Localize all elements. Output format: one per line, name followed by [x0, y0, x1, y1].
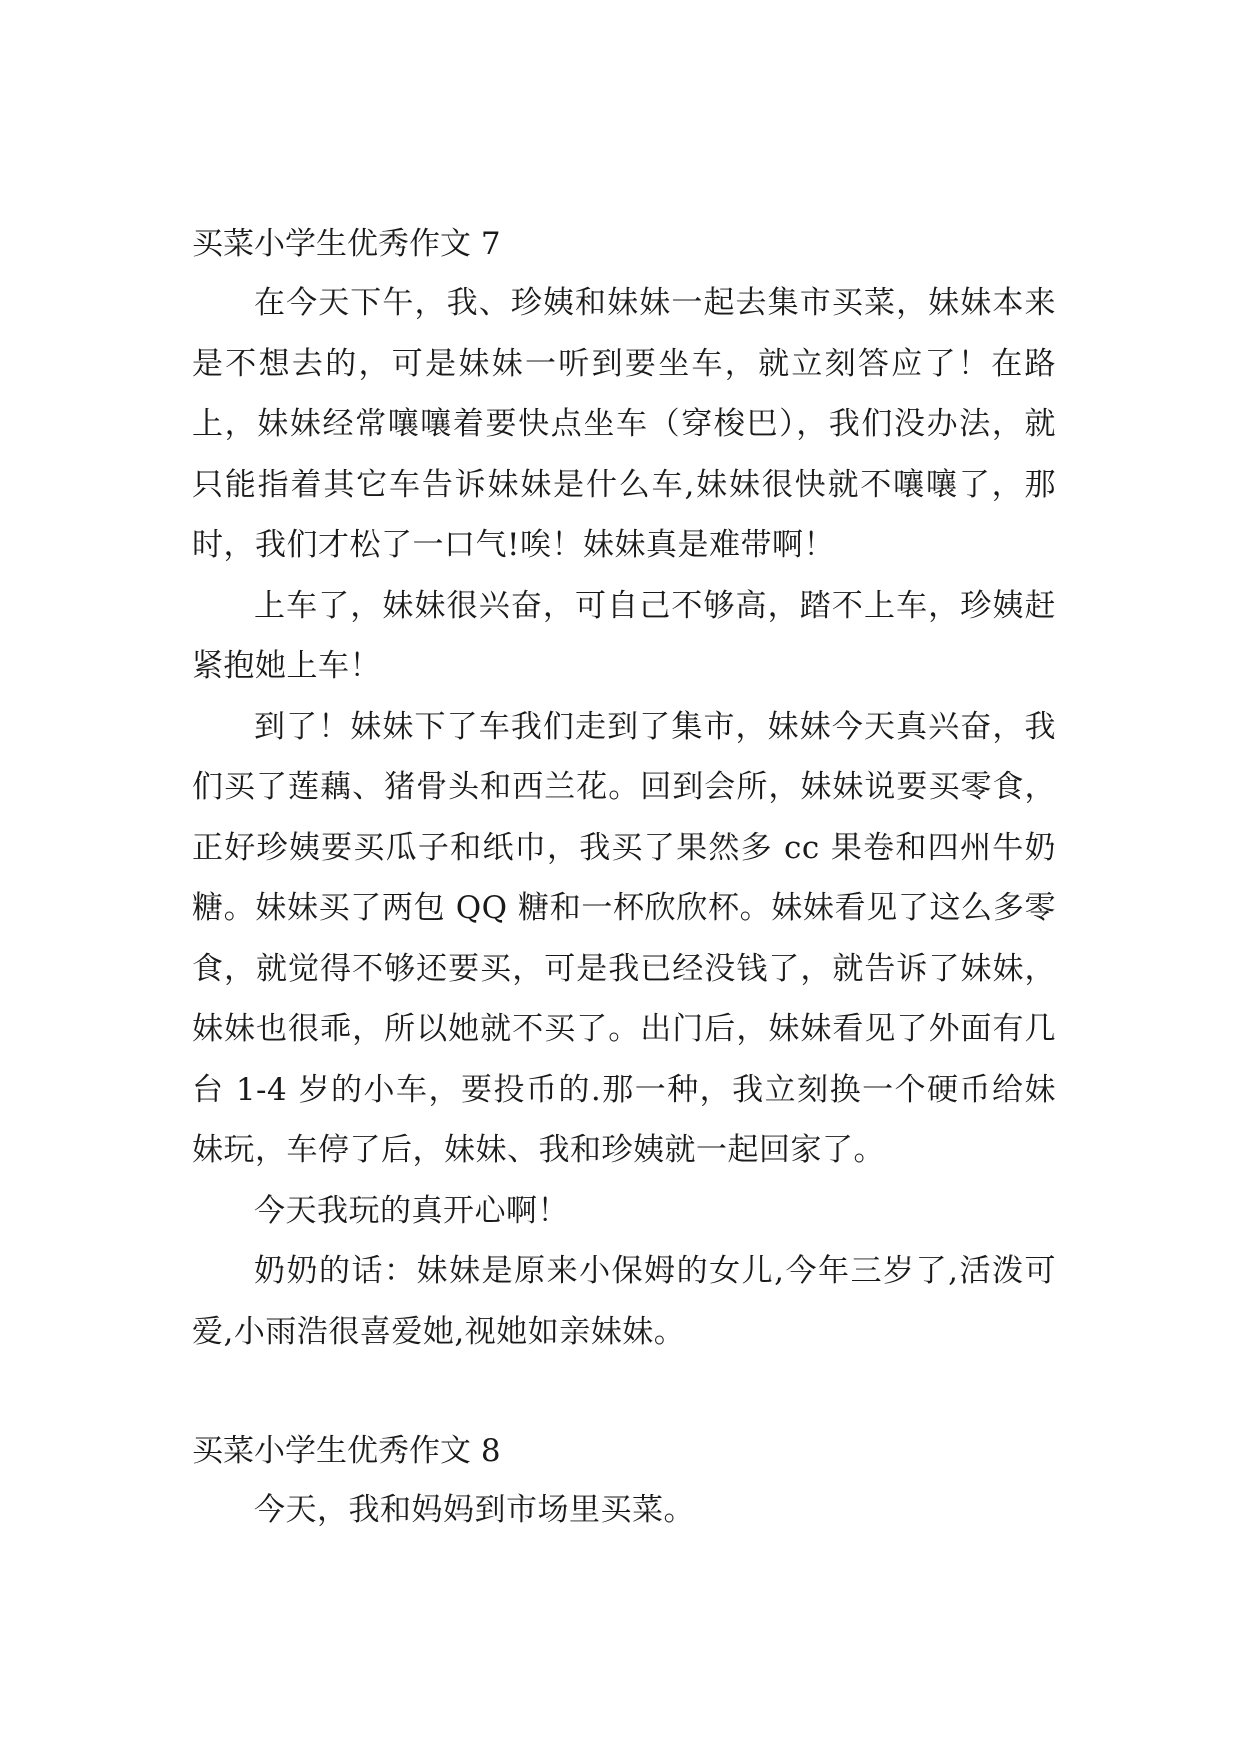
- section-title: 买菜小学生优秀作文 8: [192, 1433, 501, 1469]
- paragraph: 奶奶的话：妹妹是原来小保姆的女儿,今年三岁了,活泼可爱,小雨浩很喜爱她,视她如亲妹妹。: [192, 1253, 1056, 1350]
- paragraph: 到了！妹妹下了车我们走到了集市，妹妹今天真兴奋，我们买了莲藕、猪骨头和西兰花。回到会所，妹妹说要买零食，正好珍姨要买瓜子和纸巾，我买了果然多 cc 果卷和四州牛奶糖。妹妹买了两包 QQ 糖和一杯欣欣杯。妹妹看见了这么多零食，就觉得不够还要买，可是我已经没钱了，就告诉了妹妹，妹妹也很乖，所以她就不买了。出门后，妹妹看见了外面有几台 1-4 岁的小车，要投币的.那一种，我立刻换一个硬币给妹妹玩，车停了后，妹妹、我和珍姨就一起回家了。: [192, 708, 1056, 1168]
- document-page: [192, 215, 1056, 1541]
- paragraph: 在今天下午，我、珍姨和妹妹一起去集市买菜，妹妹本来是不想去的，可是妹妹一听到要坐车，就立刻答应了！在路上，妹妹经常嚷嚷着要快点坐车（穿梭巴），我们没办法，就只能指着其它车告诉妹妹是什么车,妹妹很快就不嚷嚷了，那时，我们才松了一口气!唉！妹妹真是难带啊！: [192, 285, 1056, 563]
- essay-section-7: [192, 215, 1056, 1362]
- section-spacer: [192, 1362, 1056, 1422]
- section-title: 买菜小学生优秀作文 7: [192, 226, 501, 262]
- paragraph: 上车了，妹妹很兴奋，可自己不够高，踏不上车，珍姨赶紧抱她上车！: [192, 587, 1056, 684]
- essay-section-8: [192, 1422, 1056, 1541]
- paragraph: 今天我玩的真开心啊！: [254, 1192, 569, 1229]
- paragraph: 今天，我和妈妈到市场里买菜。: [254, 1492, 695, 1528]
